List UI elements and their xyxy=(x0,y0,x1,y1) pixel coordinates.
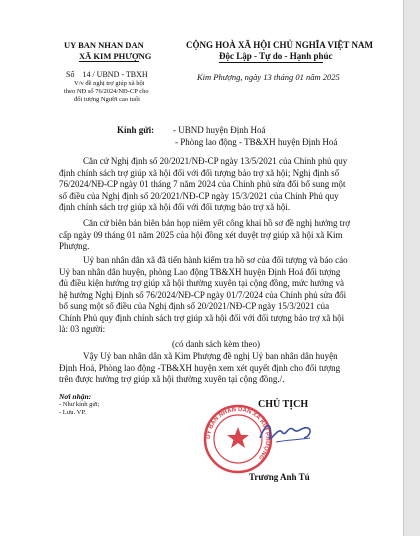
doc-no-suffix: / UBND - TBXH xyxy=(92,70,148,79)
motto-underline xyxy=(219,62,323,63)
stamp-text: UỶ BAN NHÂN DÂN XÃ KIM PHƯỢNG xyxy=(205,406,271,461)
vertical-scrollbar[interactable] xyxy=(403,0,420,536)
doc-no-label: Số xyxy=(66,70,75,79)
paragraph-line: Chính Phủ quy định chính sách trợ giúp xã hội đối với đối tượng bảo trợ xã hội xyxy=(59,312,345,323)
national-motto: Độc Lập - Tự do - Hạnh phúc xyxy=(219,51,333,61)
paragraph-line: định chính sách trợ giúp xã hội đối với đối tượng bảo trợ xã hội. xyxy=(59,202,291,212)
paragraph-line: hệ hưởng Nghị Định số 76/2024/NĐ-CP ngày 01/7/2024 của Chính phủ sửa đổi xyxy=(59,289,347,300)
issuing-authority-line1: UY BAN NHAN DAN xyxy=(64,40,144,50)
footer-recipient-1: - Như kính gửi; xyxy=(59,401,100,408)
star-icon xyxy=(227,427,249,448)
national-title: CỘNG HOÀ XÃ HỘI CHỦ NGHĨA VIỆT NAM xyxy=(186,40,373,50)
paragraph-line: bổ sung một số điều của Nghị định số 20/2021/NĐ-CP ngày 15/3/2021 của xyxy=(59,301,330,311)
doc-no-value: 14 xyxy=(82,70,91,79)
paragraph-line: là: 03 người: xyxy=(59,324,106,334)
paragraph-line: Phượng. xyxy=(59,241,90,251)
paragraph-legal-basis xyxy=(59,156,377,214)
attachment-note: (có danh sách kèm theo) xyxy=(172,339,260,349)
paragraph-line: đủ điều kiện hưởng trợ giúp xã hội thường xuyên tại cộng đồng, mức hưởng và xyxy=(59,278,345,288)
subject-line3: đối tượng Người cao tuổi xyxy=(74,96,140,103)
footer-recipients-label: Nơi nhận: xyxy=(59,392,92,401)
paragraph-line: trên được hưởng trợ giúp xã hội thường xuyên tại cộng đồng./. xyxy=(59,374,285,384)
footer-recipient-2: - Lưu. VP. xyxy=(59,409,86,416)
paragraph-line: 76/2024/NĐ-CP ngày 01 tháng 7 năm 2024 của Chính phủ sửa đổi bổ sung một xyxy=(59,179,346,189)
issuing-authority-line2: XÃ KIM PHƯỢNG xyxy=(79,51,152,61)
signature-icon xyxy=(256,416,316,450)
paragraph-line: cấp ngày 09 tháng 01 năm 2025 của hội đồng xét duyệt trợ giúp xã hội xã Kim xyxy=(59,229,343,240)
recipient-item-1: - UBND huyện Định Hoá xyxy=(173,125,266,135)
subject-line1: V/v đề nghị trợ giúp xã hội xyxy=(74,80,145,87)
paragraph-meeting-record xyxy=(59,218,377,253)
recipients-label: Kính gửi: xyxy=(117,125,155,135)
recipient-item-2: - Phòng lao động - TB&XH huyện Định Hoá xyxy=(175,137,338,147)
paragraph-line: Căn cứ biên bản biên bản họp niêm yết công khai hồ sơ đề nghị hưởng trợ xyxy=(83,218,350,228)
paragraph-line: Uỷ ban nhân dân huyện, phòng Lao động TB&XH huyện Định Hoá đối tượng xyxy=(59,266,341,277)
paragraph-line: định chính sách trợ giúp xã hội đối với đối tượng bảo trợ xã hội; Nghị định số xyxy=(59,167,340,178)
document-date: Kim Phượng, ngày 13 tháng 01 năm 2025 xyxy=(197,72,340,82)
paragraph-line: Định Hoá, Phòng lao động -TB&XH huyện xem xét quyết định cho đối tượng xyxy=(59,362,341,373)
paragraph-request xyxy=(59,351,377,386)
paragraph-line: Uỷ ban nhân dân xã đã tiến hành kiểm tra hồ sơ của đối tượng và báo cáo xyxy=(83,255,348,265)
authority-underline xyxy=(79,61,139,62)
paragraph-verification xyxy=(59,255,377,336)
paragraph-line: Vậy Uỷ ban nhân dân xã Kim Phượng đề nghị Uỷ ban nhân dân huyện xyxy=(83,351,338,361)
paragraph-line: số điều của Nghị định số 20/2021/NĐ-CP ngày 15/3/2021 của Chính Phủ quy xyxy=(59,190,339,201)
signer-name: Trương Anh Tú xyxy=(249,472,310,482)
paragraph-line: Căn cứ Nghị định số 20/2021/NĐ-CP ngày 13/5/2021 của Chính phủ quy xyxy=(83,156,348,166)
document-number xyxy=(66,70,148,79)
signer-title: CHỦ TỊCH xyxy=(258,399,309,410)
subject-line2: theo NĐ số 76/2024/NĐ-CP cho xyxy=(64,88,149,95)
